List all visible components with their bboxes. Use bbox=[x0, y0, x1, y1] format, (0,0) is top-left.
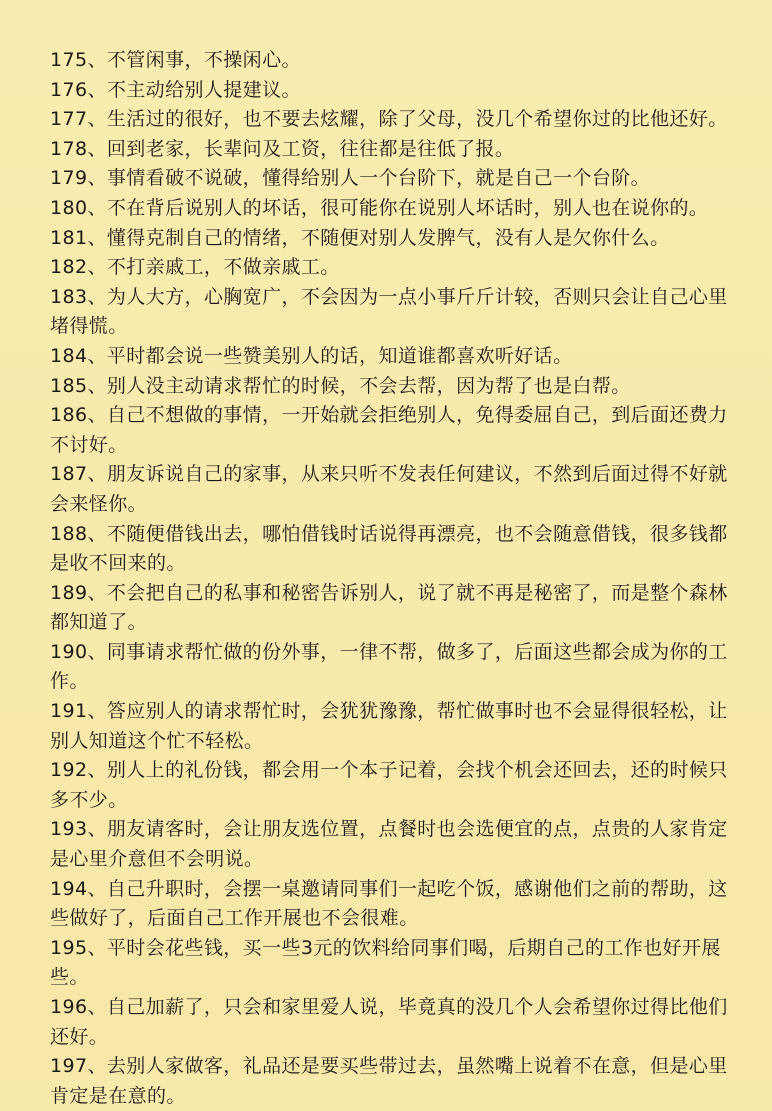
list-item: 175、不管闲事，不操闲心。 bbox=[50, 49, 301, 71]
list-item: 191、答应别人的请求帮忙时，会犹犹豫豫，帮忙做事时也不会显得很轻松，让别人知道这个忙不轻松。 bbox=[50, 700, 728, 752]
list-item: 194、自己升职时，会摆一桌邀请同事们一起吃个饭，感谢他们之前的帮助，这些做好了，后面自己工作开展也不会很难。 bbox=[50, 877, 728, 930]
list-item: 185、别人没主动请求帮忙的时候，不会去帮，因为帮了也是白帮。 bbox=[50, 374, 631, 397]
list-item: 189、不会把自己的私事和秘密告诉别人，说了就不再是秘密了，而是整个森林都知道了。 bbox=[50, 581, 728, 634]
list-item: 193、朋友请客时，会让朋友选位置，点餐时也会选便宜的点，点贵的人家肯定是心里介意但不会明说。 bbox=[50, 818, 728, 871]
list-item: 192、别人上的礼份钱，都会用一个本子记着，会找个机会还回去，还的时候只多不少。 bbox=[50, 759, 728, 811]
list-item: 195、平时会花些钱，买一些3元的饮料给同事们喝，后期自己的工作也好开展些。 bbox=[50, 936, 721, 989]
list-item: 181、懂得克制自己的情绪，不随便对别人发脾气，没有人是欠你什么。 bbox=[50, 226, 670, 249]
numbered-list bbox=[50, 46, 736, 1111]
list-item: 186、自己不想做的事情，一开始就会拒绝别人，免得委屈自己，到后面还费力不讨好。 bbox=[50, 404, 728, 456]
list-item: 190、同事请求帮忙做的份外事，一律不帮，做多了，后面这些都会成为你的工作。 bbox=[50, 640, 728, 693]
list-item: 182、不打亲戚工，不做亲戚工。 bbox=[50, 256, 340, 279]
list-item: 196、自己加薪了，只会和家里爱人说，毕竟真的没几个人会希望你过得比他们还好。 bbox=[50, 996, 728, 1048]
list-item: 183、为人大方，心胸宽广，不会因为一点小事斤斤计较，否则只会让自己心里堵得慌。 bbox=[50, 285, 728, 338]
list-item: 178、回到老家，长辈问及工资，往往都是往低了报。 bbox=[50, 137, 515, 160]
list-item: 188、不随便借钱出去，哪怕借钱时话说得再漂亮，也不会随意借钱，很多钱都是收不回来的。 bbox=[50, 522, 728, 575]
list-item: 176、不主动给别人提建议。 bbox=[50, 78, 301, 101]
list-item: 197、去别人家做客，礼品还是要买些带过去，虽然嘴上说着不在意，但是心里肯定是在意的。 bbox=[50, 1055, 728, 1107]
list-item: 177、生活过的很好，也不要去炫耀，除了父母，没几个希望你过的比他还好。 bbox=[50, 108, 728, 131]
list-item: 187、朋友诉说自己的家事，从来只听不发表任何建议，不然到后面过得不好就会来怪你。 bbox=[50, 463, 728, 515]
list-item: 180、不在背后说别人的坏话，很可能你在说别人坏话时，别人也在说你的。 bbox=[50, 196, 709, 219]
list-item: 179、事情看破不说破，懂得给别人一个台阶下，就是自己一个台阶。 bbox=[50, 167, 651, 190]
list-item: 184、平时都会说一些赞美别人的话，知道谁都喜欢听好话。 bbox=[50, 344, 573, 367]
